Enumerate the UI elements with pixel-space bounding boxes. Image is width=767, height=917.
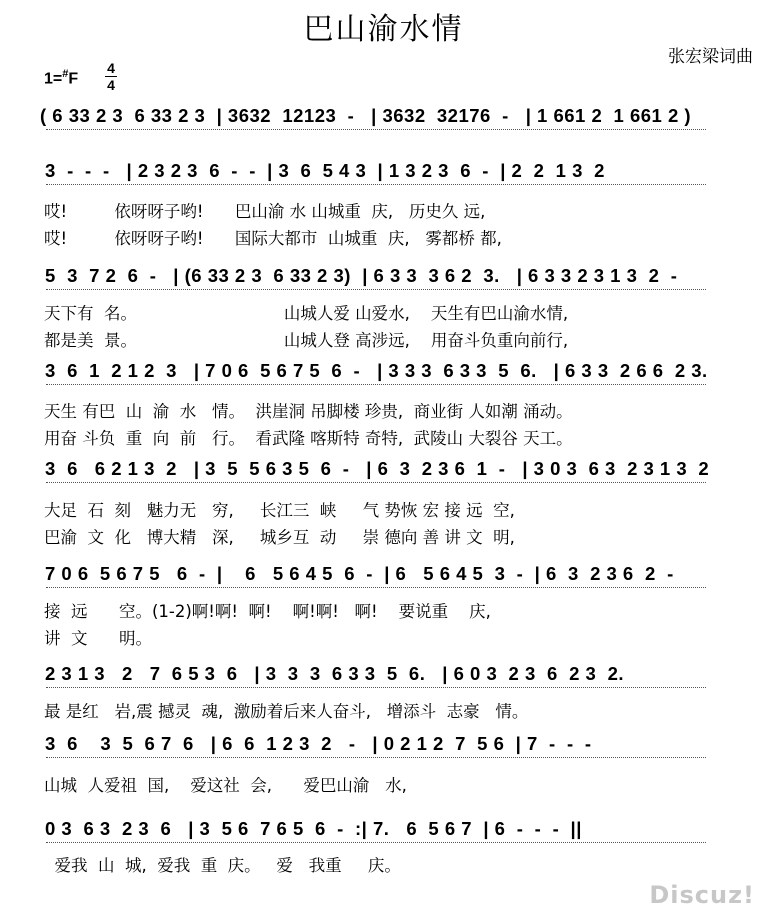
lyric-line-2-verse-1: 哎! 依呀呀子哟! 巴山渝 水 山城重 庆, 历史久 远, — [44, 202, 486, 221]
page-title: 巴山渝水情 — [303, 12, 464, 47]
time-signature — [104, 60, 118, 93]
composer-credit: 张宏梁词曲 — [668, 47, 753, 67]
key-note: F — [68, 70, 79, 88]
beam-line-2 — [46, 184, 706, 185]
beam-line-6 — [46, 587, 706, 588]
beam-line-3 — [46, 289, 706, 290]
lyric-line-3-verse-2: 都是美 景。 山城人登 高涉远, 用奋斗负重向前行, — [44, 331, 569, 350]
key-signature — [44, 68, 78, 88]
music-line-4: 3 6 1 2 1 2 3 | 7 0 6 5 6 7 5 6 - | 3 3 3 6 3 3 5 6. | 6 3 3 2 6 6 2 3. — [45, 360, 708, 381]
lyric-line-3-verse-1: 天下有 名。 山城人爱 山爱水, 天生有巴山渝水情, — [44, 304, 569, 323]
lyric-line-5-verse-2: 巴渝 文 化 博大精 深, 城乡互 动 崇 德向 善 讲 文 明, — [44, 528, 515, 547]
key-prefix: 1= — [44, 70, 63, 88]
lyric-line-6-verse-1: 接 远 空。(1-2)啊!啊! 啊! 啊!啊! 啊! 要说重 庆, — [44, 602, 491, 621]
music-line-7: 2 3 1 3 2 7 6 5 3 6 | 3 3 3 6 3 3 5 6. | 6 0 3 2 3 6 2 3 2. — [45, 663, 625, 684]
lyric-line-4-verse-2: 用奋 斗负 重 向 前 行。 看武隆 喀斯特 奇特, 武陵山 大裂谷 天工。 — [44, 429, 573, 448]
meter-bottom: 4 — [107, 77, 115, 93]
beam-line-7 — [46, 687, 706, 688]
lyric-line-9-verse-1: 爱我 山 城, 爱我 重 庆。 爱 我重 庆。 — [44, 856, 401, 875]
watermark-logo: Discuz! — [649, 881, 755, 909]
meter-top: 4 — [107, 60, 115, 76]
lyric-line-4-verse-1: 天生 有巴 山 渝 水 情。 洪崖洞 吊脚楼 珍贵, 商业街 人如潮 涌动。 — [44, 402, 573, 421]
lyric-line-6-verse-2: 讲 文 明。 — [44, 629, 152, 648]
beam-line-9 — [46, 842, 706, 843]
music-line-5: 3 6 6 2 1 3 2 | 3 5 5 6 3 5 6 - | 6 3 2 3 6 1 - | 3 0 3 6 3 2 3 1 3 2 — [45, 458, 710, 479]
music-line-9: 0 3 6 3 2 3 6 | 3 5 6 7 6 5 6 - :| 7. 6 5 6 7 | 6 - - - || — [45, 818, 582, 839]
key-sharp: # — [62, 68, 69, 80]
lyric-line-5-verse-1: 大足 石 刻 魅力无 穷, 长江三 峡 气 势恢 宏 接 远 空, — [44, 501, 515, 520]
lyric-line-7-verse-1: 最 是红 岩,震 撼灵 魂, 激励着后来人奋斗, 增添斗 志豪 情。 — [44, 702, 529, 721]
music-line-1: ( 6 33 2 3 6 33 2 3 | 3632 12123 - | 3632 32176 - | 1 661 2 1 661 2 ) — [40, 105, 692, 126]
beam-line-4 — [46, 384, 706, 385]
beam-line-8 — [46, 757, 706, 758]
lyric-line-2-verse-2: 哎! 依呀呀子哟! 国际大都市 山城重 庆, 雾都桥 都, — [44, 229, 502, 248]
beam-line-1 — [46, 129, 706, 130]
beam-line-5 — [46, 482, 706, 483]
music-line-8: 3 6 3 5 6 7 6 | 6 6 1 2 3 2 - | 0 2 1 2 7 5 6 | 7 - - - — [45, 733, 592, 754]
music-line-3: 5 3 7 2 6 - | (6 33 2 3 6 33 2 3) | 6 3 3 3 6 2 3. | 6 3 3 2 3 1 3 2 - — [45, 265, 678, 286]
music-line-6: 7 0 6 5 6 7 5 6 - | 6 5 6 4 5 6 - | 6 5 6 4 5 3 - | 6 3 2 3 6 2 - — [45, 563, 674, 584]
music-line-2: 3 - - - | 2 3 2 3 6 - - | 3 6 5 4 3 | 1 3 2 3 6 - | 2 2 1 3 2 — [45, 160, 605, 181]
lyric-line-8-verse-1: 山城 人爱祖 国, 爱这社 会, 爱巴山渝 水, — [44, 776, 407, 795]
